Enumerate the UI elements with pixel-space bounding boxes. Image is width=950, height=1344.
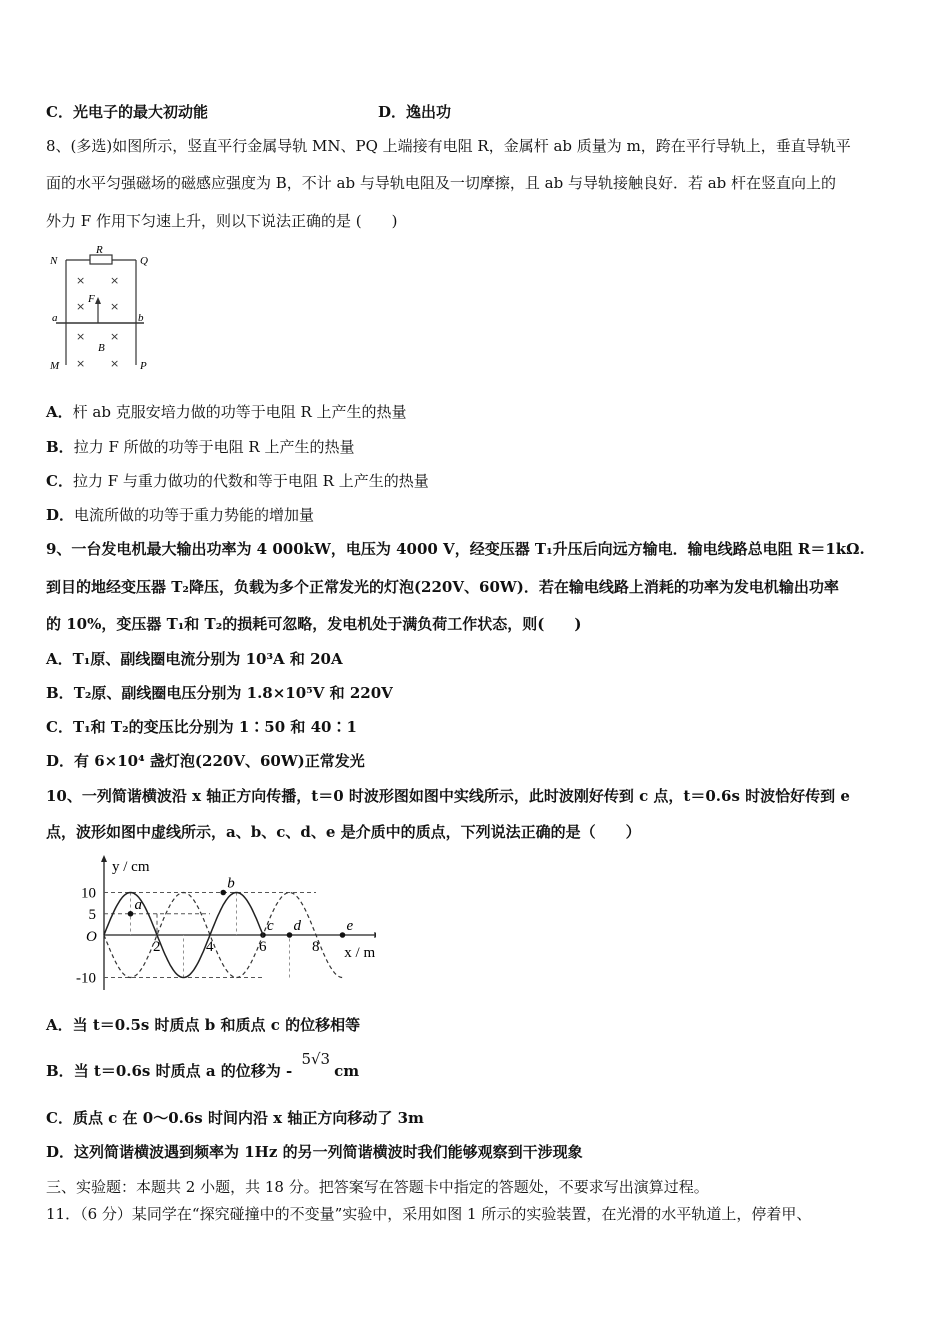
q10-wave-chart: [46, 853, 376, 998]
q9-stem-line1: 9、一台发电机最大输出功率为 4 000kW，电压为 4000 V，经变压器 T₁升压后向远方输电．输电线路总电阻 R＝1kΩ.: [46, 540, 865, 558]
svg-text:×: ×: [76, 274, 86, 287]
point-a: [128, 911, 134, 917]
y-tick-label: -10: [76, 970, 96, 987]
q10-stem-line1: 10、一列简谐横波沿 x 轴正方向传播，t＝0 时波形图如图中实线所示，此时波刚好传到 c 点，t＝0.6s 时波恰好传到 e: [46, 787, 850, 805]
svg-text:×: ×: [76, 357, 86, 370]
point-label-b: b: [227, 875, 235, 892]
q8-option-b: B．拉力 F 所做的功等于电阻 R 上产生的热量: [46, 438, 355, 456]
label-b-field: B: [98, 342, 105, 354]
label-n: N: [50, 255, 58, 267]
label-m: M: [50, 360, 60, 372]
y-axis-label: y / cm: [112, 859, 150, 875]
x-tick-label: 8: [312, 939, 320, 955]
y-axis-arrow: [101, 855, 107, 862]
x-tick-label: 2: [153, 939, 161, 955]
q10-stem-line2: 点，波形如图中虚线所示，a、b、c、d、e 是介质中的质点，下列说法正确的是（ ）: [46, 823, 641, 841]
q8-option-d: D．电流所做的功等于重力势能的增加量: [46, 506, 315, 524]
q8-stem-line3: 外力 F 作用下匀速上升，则以下说法正确的是 ( ): [46, 212, 398, 230]
q10-option-c: C．质点 c 在 0～0.6s 时间内沿 x 轴正方向移动了 3m: [46, 1109, 424, 1127]
label-a: a: [52, 312, 58, 324]
q9-option-a: A．T₁原、副线圈电流分别为 10³A 和 20A: [46, 650, 343, 668]
point-label-d: d: [293, 918, 301, 934]
x-axis-arrow: [374, 932, 376, 938]
q8-stem-line2: 面的水平匀强磁场的磁感应强度为 B，不计 ab 与导轨电阻及一切摩擦，且 ab 与导轨接触良好．若 ab 杆在竖直向上的: [46, 174, 837, 192]
label-r: R: [96, 244, 103, 256]
x-tick-label: 6: [259, 939, 267, 955]
q8-circuit-figure: [46, 240, 166, 375]
label-q: Q: [140, 255, 148, 267]
x-axis-label: x / m: [344, 945, 376, 961]
svg-text:×: ×: [110, 274, 120, 287]
svg-text:×: ×: [110, 300, 120, 313]
svg-text:×: ×: [76, 330, 86, 343]
q10-option-a: A．当 t＝0.5s 时质点 b 和质点 c 的位移相等: [46, 1016, 361, 1034]
q11-stem-line1: 11．（6 分）某同学在“探究碰撞中的不变量”实验中，采用如图 1 所示的实验装置，在光滑的水平轨道上，停着甲、: [46, 1205, 812, 1223]
section-3-heading: 三、实验题：本题共 2 小题，共 18 分。把答案写在答题卡中指定的答题处，不要求写出演算过程。: [46, 1178, 709, 1196]
y-tick-label: 5: [88, 906, 96, 923]
q9-option-d: D．有 6×10⁴ 盏灯泡(220V、60W)正常发光: [46, 752, 365, 770]
q9-stem-line3: 的 10%，变压器 T₁和 T₂的损耗可忽略，发电机处于满负荷工作状态，则( ): [46, 615, 582, 633]
q9-stem-line2: 到目的地经变压器 T₂降压，负载为多个正常发光的灯泡(220V、60W)．若在输电线路上消耗的功率为发电机输出功率: [46, 578, 839, 596]
resistor-r: [90, 255, 112, 264]
q8-stem-line1: 8、(多选)如图所示，竖直平行金属导轨 MN、PQ 上端接有电阻 R，金属杆 ab 质量为 m，跨在平行导轨上，垂直导轨平: [46, 137, 851, 155]
q10-option-b: B．当 t＝0.6s 时质点 a 的位移为 - 5√3cm: [46, 1050, 360, 1080]
svg-text:×: ×: [110, 330, 120, 343]
point-label-c: c: [267, 918, 274, 934]
q7-option-c: C．光电子的最大初动能: [46, 103, 208, 121]
point-label-a: a: [134, 896, 142, 913]
q8-option-c: C．拉力 F 与重力做功的代数和等于电阻 R 上产生的热量: [46, 472, 429, 490]
point-label-e: e: [346, 918, 354, 934]
point-b: [220, 890, 226, 896]
label-f: F: [88, 293, 95, 305]
x-tick-label: 4: [206, 939, 214, 955]
point-d: [287, 932, 293, 938]
q9-option-b: B．T₂原、副线圈电压分别为 1.8×10⁵V 和 220V: [46, 684, 393, 702]
svg-text:×: ×: [110, 357, 120, 370]
formula-5-root-3: 5√3: [301, 1050, 331, 1068]
q10-option-d: D．这列简谐横波遇到频率为 1Hz 的另一列简谐横波时我们能够观察到干涉现象: [46, 1143, 583, 1161]
label-b: b: [138, 312, 144, 324]
q9-option-c: C．T₁和 T₂的变压比分别为 1∶50 和 40∶1: [46, 718, 357, 736]
point-e: [340, 932, 346, 938]
y-tick-label: 10: [81, 885, 96, 902]
q8-option-a: A．杆 ab 克服安培力做的功等于电阻 R 上产生的热量: [46, 403, 407, 421]
label-p: P: [140, 360, 147, 372]
svg-text:×: ×: [76, 300, 86, 313]
origin-label: O: [86, 929, 97, 945]
q7-option-d: D．逸出功: [378, 103, 452, 121]
